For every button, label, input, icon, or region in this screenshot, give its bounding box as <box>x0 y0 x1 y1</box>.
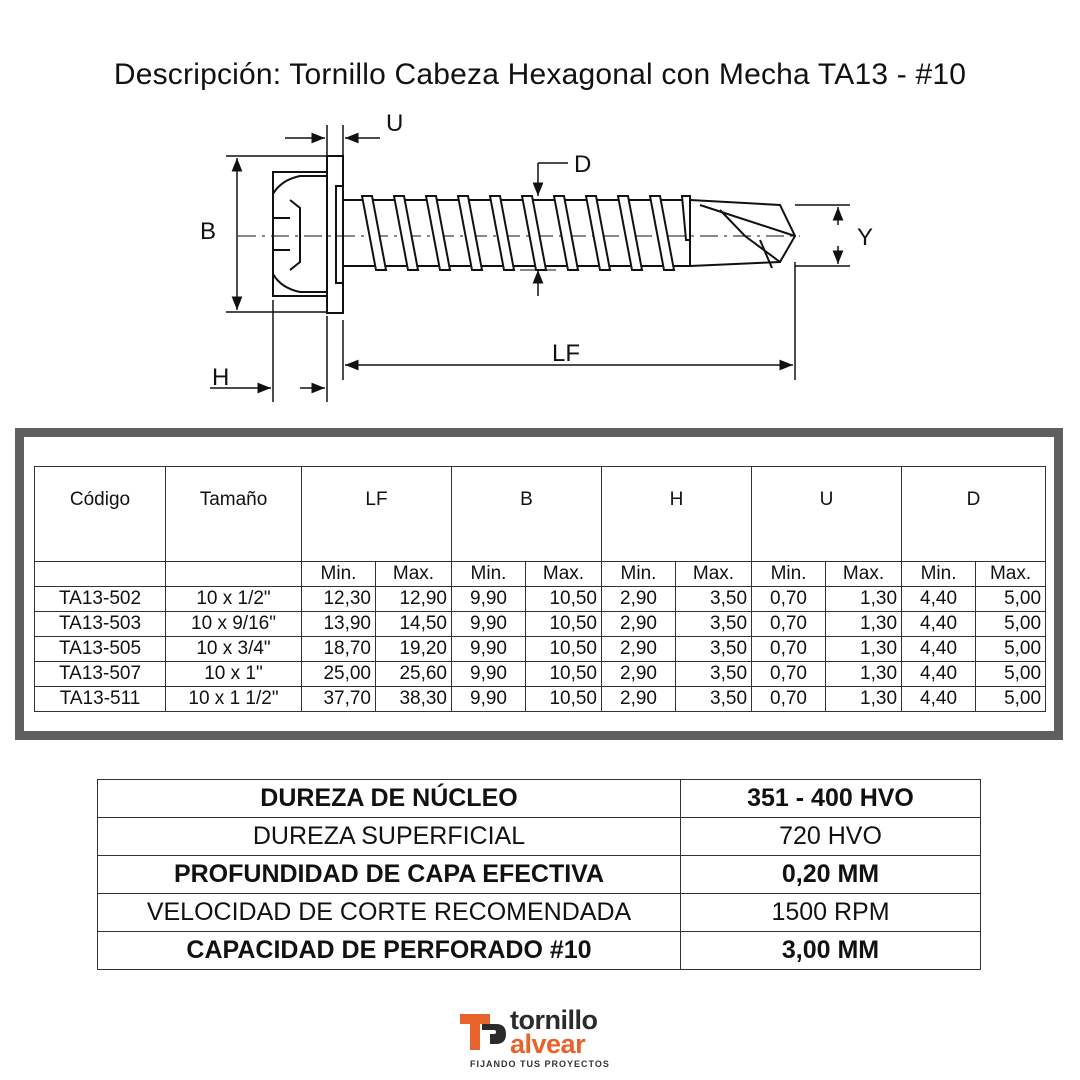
cell-value: 1,30 <box>826 687 902 712</box>
cell-value: 2,90 <box>602 662 676 687</box>
dim-label-lf: LF <box>552 340 581 367</box>
cell-value: 9,90 <box>452 662 526 687</box>
cell-value: 3,50 <box>676 637 752 662</box>
table-row <box>35 662 1046 687</box>
cell-value: 10,50 <box>526 612 602 637</box>
cell-value: 10,50 <box>526 687 602 712</box>
header-u: U <box>752 467 902 562</box>
cell-value: 4,40 <box>902 637 976 662</box>
property-label: DUREZA DE NÚCLEO <box>98 780 681 818</box>
page-title: Descripción: Tornillo Cabeza Hexagonal con Mecha TA13 - #10 <box>113 58 967 91</box>
cell-value: 10,50 <box>526 662 602 687</box>
cell-tamano: 10 x 1" <box>166 662 302 687</box>
table-row <box>35 612 1046 637</box>
cell-value: 10,50 <box>526 637 602 662</box>
property-label: DUREZA SUPERFICIAL <box>98 818 681 856</box>
subheader-min: Min. <box>452 562 526 587</box>
subheader-min: Min. <box>302 562 376 587</box>
cell-value: 5,00 <box>976 612 1046 637</box>
cell-value: 1,30 <box>826 662 902 687</box>
property-value: 3,00 MM <box>681 932 981 970</box>
header-tamano: Tamaño <box>166 467 302 562</box>
header-lf: LF <box>302 467 452 562</box>
cell-value: 5,00 <box>976 662 1046 687</box>
cell-value: 3,50 <box>676 612 752 637</box>
subheader-max: Max. <box>376 562 452 587</box>
property-label: VELOCIDAD DE CORTE RECOMENDADA <box>98 894 681 932</box>
cell-value: 25,60 <box>376 662 452 687</box>
cell-value: 5,00 <box>976 687 1046 712</box>
cell-value: 19,20 <box>376 637 452 662</box>
cell-value: 3,50 <box>676 587 752 612</box>
subheader-empty <box>166 562 302 587</box>
cell-value: 2,90 <box>602 687 676 712</box>
cell-value: 14,50 <box>376 612 452 637</box>
header-h: H <box>602 467 752 562</box>
dim-label-d: D <box>574 151 592 178</box>
cell-value: 0,70 <box>752 687 826 712</box>
cell-codigo: TA13-503 <box>35 612 166 637</box>
cell-tamano: 10 x 9/16" <box>166 612 302 637</box>
cell-value: 1,30 <box>826 587 902 612</box>
cell-value: 38,30 <box>376 687 452 712</box>
dim-label-b: B <box>200 218 217 245</box>
cell-value: 3,50 <box>676 687 752 712</box>
subheader-min: Min. <box>902 562 976 587</box>
cell-value: 4,40 <box>902 612 976 637</box>
cell-value: 13,90 <box>302 612 376 637</box>
dimension-table <box>34 466 1046 712</box>
cell-value: 9,90 <box>452 612 526 637</box>
subheader-max: Max. <box>676 562 752 587</box>
cell-value: 4,40 <box>902 587 976 612</box>
dim-label-u: U <box>386 110 404 137</box>
cell-value: 4,40 <box>902 662 976 687</box>
cell-value: 5,00 <box>976 637 1046 662</box>
property-row <box>98 780 981 818</box>
cell-tamano: 10 x 1 1/2" <box>166 687 302 712</box>
cell-tamano: 10 x 3/4" <box>166 637 302 662</box>
cell-value: 25,00 <box>302 662 376 687</box>
subheader-min: Min. <box>752 562 826 587</box>
thread <box>362 196 690 270</box>
cell-value: 9,90 <box>452 687 526 712</box>
cell-value: 12,30 <box>302 587 376 612</box>
logo-word-alvear: alvear <box>510 1029 586 1059</box>
cell-codigo: TA13-505 <box>35 637 166 662</box>
cell-value: 10,50 <box>526 587 602 612</box>
cell-value: 2,90 <box>602 587 676 612</box>
cell-value: 0,70 <box>752 662 826 687</box>
cell-codigo: TA13-511 <box>35 687 166 712</box>
cell-codigo: TA13-502 <box>35 587 166 612</box>
header-codigo: Código <box>35 467 166 562</box>
cell-value: 18,70 <box>302 637 376 662</box>
cell-value: 0,70 <box>752 612 826 637</box>
cell-tamano: 10 x 1/2" <box>166 587 302 612</box>
cell-value: 0,70 <box>752 637 826 662</box>
header-d: D <box>902 467 1046 562</box>
property-value: 1500 RPM <box>681 894 981 932</box>
property-value: 351 - 400 HVO <box>681 780 981 818</box>
table-row <box>35 587 1046 612</box>
cell-value: 12,90 <box>376 587 452 612</box>
logo-mark-icon <box>460 1012 508 1052</box>
cell-value: 0,70 <box>752 587 826 612</box>
cell-value: 37,70 <box>302 687 376 712</box>
property-row <box>98 818 981 856</box>
property-row <box>98 932 981 970</box>
logo-tagline: FIJANDO TUS PROYECTOS <box>470 1059 610 1069</box>
subheader-max: Max. <box>826 562 902 587</box>
subheader-min: Min. <box>602 562 676 587</box>
subheader-empty <box>35 562 166 587</box>
brand-logo <box>460 1003 630 1073</box>
cell-value: 2,90 <box>602 637 676 662</box>
logo-word-tornillo: tornillo <box>510 1005 598 1035</box>
property-row <box>98 856 981 894</box>
property-value: 0,20 MM <box>681 856 981 894</box>
table-row <box>35 637 1046 662</box>
dim-label-h: H <box>212 364 230 391</box>
dim-label-y: Y <box>857 224 874 251</box>
subheader-max: Max. <box>976 562 1046 587</box>
cell-value: 1,30 <box>826 637 902 662</box>
properties-table <box>97 779 981 970</box>
screw-diagram <box>0 0 1080 420</box>
cell-value: 2,90 <box>602 612 676 637</box>
property-row <box>98 894 981 932</box>
cell-value: 9,90 <box>452 587 526 612</box>
cell-value: 9,90 <box>452 637 526 662</box>
cell-codigo: TA13-507 <box>35 662 166 687</box>
cell-value: 1,30 <box>826 612 902 637</box>
cell-value: 5,00 <box>976 587 1046 612</box>
property-label: PROFUNDIDAD DE CAPA EFECTIVA <box>98 856 681 894</box>
cell-value: 3,50 <box>676 662 752 687</box>
subheader-max: Max. <box>526 562 602 587</box>
table-row <box>35 687 1046 712</box>
cell-value: 4,40 <box>902 687 976 712</box>
property-label: CAPACIDAD DE PERFORADO #10 <box>98 932 681 970</box>
header-b: B <box>452 467 602 562</box>
property-value: 720 HVO <box>681 818 981 856</box>
